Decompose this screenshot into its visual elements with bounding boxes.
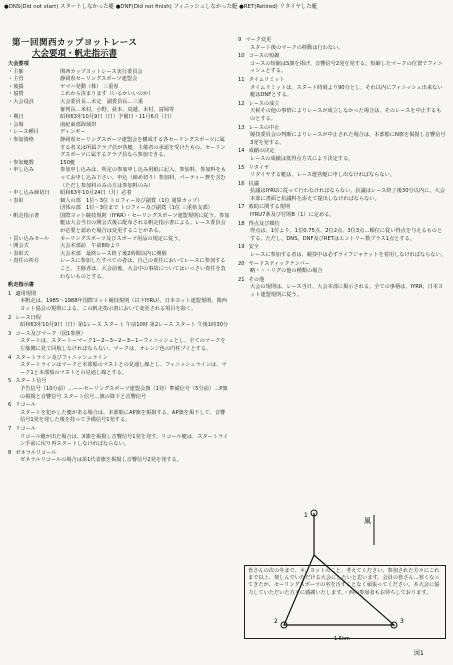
instruction-title: レースの成立 <box>248 100 280 107</box>
instruction-heading <box>238 77 446 85</box>
outline-value: 昭和63年10月9日（日）予備日・11月6日（日） <box>60 114 175 121</box>
instruction-body: 競技委員会の判断によりレースが中止された場合は、本部船にN旗を掲揚し音響信号3発を発する。 <box>250 132 446 146</box>
instruction-body: スタートを犯かした艇がある場合は、本部船にAP旗を掲揚する。AP旗を掲下して、音響信号1発を発した後を持って予備信号1発する。 <box>20 409 226 424</box>
instruction-body: レースに参加する者は、競技中は必ずライフジャケットを着用しなければならない。 <box>250 252 446 259</box>
outline-value: 国際ヨット競技規則（IYRR）・セーリングスポーツ連盟規則に従う。参加艇は大会当日の開会式後に配布される帆走指示書による。レース委員会が必要と認めた場合は変更することがある。 <box>60 212 230 235</box>
instruction-item <box>238 204 446 219</box>
outline-value: 150艇 <box>60 159 76 166</box>
instruction-item <box>238 181 446 204</box>
instruction-title: コースの短縮 <box>248 53 280 60</box>
outline-row <box>8 99 230 107</box>
instruction-number: 1 <box>8 290 12 297</box>
instruction-item <box>238 101 446 124</box>
instruction-item <box>8 331 230 354</box>
abbreviation-legend: ●DNS(Did not start) スタートしなかった艇 ●DNF(Did not finish) フィニッシュしなかった艇 ●RET(Retired) リタイヤした艇 <box>4 4 318 10</box>
instruction-number: 5 <box>8 378 12 385</box>
instruction-title: 抗議 <box>248 180 259 187</box>
outline-label: ・開会式 <box>8 243 29 250</box>
outline-row <box>8 167 230 190</box>
instruction-number: 6 <box>8 402 12 409</box>
outline-row <box>8 190 230 198</box>
instruction-title: 成績の決定 <box>248 148 275 155</box>
instruction-body: ゼネラルリコールの場合は第1代表旗を掲揚し音響信号2発を発する。 <box>20 457 182 464</box>
left-item-list <box>8 291 230 465</box>
instruction-heading <box>8 426 230 434</box>
instruction-number: 2 <box>8 314 12 321</box>
outline-label: ・責任の所在 <box>8 258 40 265</box>
instruction-number: 17 <box>238 204 245 211</box>
outline-value: 大会本部前 午前8時より <box>60 243 121 250</box>
instruction-item <box>238 125 446 148</box>
outline-label: ・参加艇数 <box>8 159 34 166</box>
instruction-item <box>238 261 446 276</box>
instruction-body: 略・・・リグの他の種類の場合 <box>250 268 323 275</box>
document-subtitle: 大会要項・帆走指示書 <box>32 49 118 59</box>
outline-value: 団体の部 1位～3位まで トロフィー及び副賞（1位 三重県支部） <box>60 205 213 212</box>
instruction-number: 19 <box>238 244 245 251</box>
outline-label: ・主催 <box>8 68 24 75</box>
instruction-number: 14 <box>238 148 245 155</box>
outline-value: 静岡県セーリングスポーツ連盟会を構成する各セーリングスポーツに属する者又は所属クラブ員が各艇、主催者の承認を受けたもの。セーリングスポーツに属するクラブ員なら参加できる。 <box>60 136 226 159</box>
instruction-number: 10 <box>238 53 245 60</box>
instruction-item <box>238 277 446 300</box>
outline-row <box>8 213 230 236</box>
outline-label: ・申し込み <box>8 167 34 174</box>
outline-label: ・買い込みセール <box>8 235 50 242</box>
outline-row <box>8 122 230 130</box>
instruction-title: ヤードスティックナンバー <box>248 260 310 267</box>
instruction-body: 大会の規則は、レース当日、大会本部に掲示される。全ての事柄は、IYRR、日本ヨット連盟規則に従う。 <box>250 284 444 298</box>
instruction-item <box>8 378 230 401</box>
instruction-number: 11 <box>238 76 245 83</box>
outline-label: ・参加資格 <box>8 136 34 143</box>
instruction-number: 18 <box>238 220 245 227</box>
outline-row <box>8 91 230 99</box>
mark-2-label: 2 <box>274 618 278 625</box>
outline-row <box>8 137 230 160</box>
outline-row <box>8 258 230 281</box>
instruction-number: 20 <box>238 260 245 267</box>
instruction-title: 安全 <box>248 244 259 251</box>
instruction-item <box>8 291 230 314</box>
figure-label: 図1 <box>414 650 424 657</box>
instruction-number: 9 <box>238 37 242 43</box>
wind-label: 風 <box>364 517 371 525</box>
outline-row <box>8 243 230 251</box>
outline-value: 審判長…米村、小野、荻本、鳥越、本村、富岡等 <box>60 106 175 113</box>
instruction-title: 救助に関する規則 <box>248 204 291 211</box>
instruction-item <box>238 221 446 244</box>
instruction-title: タイムリミット <box>248 76 285 83</box>
outline-row <box>8 114 230 122</box>
instruction-title: その他 <box>248 276 265 283</box>
right-item-list <box>238 37 446 300</box>
instruction-body: リタイヤする艇は、レース運営艇に申し出なければならない。 <box>250 172 395 179</box>
instruction-number: 4 <box>8 354 12 361</box>
instruction-heading <box>238 53 446 61</box>
instruction-item <box>8 355 230 378</box>
outline-value: ディンギー <box>60 129 86 136</box>
outline-row <box>8 129 230 137</box>
outline-row <box>8 76 230 84</box>
instruction-body: スタートラインはマークと本部船のマストとの見通し線とし、フィニッシュラインは、マーク1と本部船のマストとの見通し線とする。 <box>20 362 227 376</box>
document-title: 第一回関西カップヨットレース <box>12 38 138 48</box>
instruction-body: レースの成績は低得点方式により決定する。 <box>250 155 354 162</box>
outline-header: 大会要項 <box>8 61 29 67</box>
instruction-title: 適用規則 <box>15 290 37 297</box>
outline-value: ヤマハ発動（株） 三重県 <box>60 83 119 90</box>
outline-value: セーリングスポーツ及びスポーツ用品の規定に従う。 <box>60 235 184 242</box>
outline-label: ・会場 <box>8 121 24 128</box>
instruction-title: リタイヤ <box>248 164 270 171</box>
instruction-heading <box>238 37 446 45</box>
instruction-body: タイムリミットは、スタート時刻より90分とし、それ以内にフィニッシュ出来ない艇はDNFとする。 <box>250 84 443 99</box>
outline-value: これから決まります（いるかいいのか） <box>60 91 154 98</box>
instruction-body: 得点は、1位より、1位0.75点、2位2点、3位3点…順位に従い得点を与えるものとする。ただし、DNS、DNF及びRETはエントリー数プラス1点とする。 <box>250 228 443 242</box>
outline-label: ・表彰 <box>8 197 24 204</box>
instruction-item <box>8 315 230 330</box>
instruction-title: スタート信号 <box>15 378 47 385</box>
instruction-number: 7 <box>8 425 12 432</box>
instruction-title: ゼネラルリコール <box>15 449 57 456</box>
instruction-body: スタートは、スタートーマーク1ー2ー3ー2ー3ー1ーフィニッシュとし、全てのマークを左舷側に見て回航しなければならない。マークは、オレンジ色の円柱ブイとする。 <box>20 338 226 352</box>
outline-label <box>8 205 60 213</box>
outline-value: 昭和63年10月24日（月）必着 <box>60 190 132 197</box>
outline-value: 個人の部 1位～3位 トロフィー及び副賞（1位 通算カップ） <box>60 197 203 204</box>
instruction-item <box>238 77 446 100</box>
left-column <box>8 38 230 465</box>
instruction-number: 15 <box>238 164 245 171</box>
instruction-body: コースの短縮はS旗を掲げ、音響信号2発を発する。短縮したマークの位置でフィニッシュとする。 <box>250 60 443 75</box>
outline-label: ・期日 <box>8 114 24 121</box>
instruction-title: コース及びマーク（図1参照） <box>15 330 86 337</box>
instruction-number: 3 <box>8 330 12 337</box>
instruction-title: レース日程 <box>15 314 41 321</box>
instruction-item <box>238 165 446 180</box>
outline-row <box>8 205 230 213</box>
outline-value: 参加申し込みは、所定の参加申し込み用紙に記入、参加料、参加料をもってお申し込み下さい。申込（締め切り）参加料、パーティー費を含む（ただし参加料のみの方は参加料のみ） <box>60 167 227 189</box>
mark-1-label: 1 <box>304 512 308 519</box>
instruction-item <box>238 37 446 52</box>
instruction-number: 21 <box>238 276 245 283</box>
instruction-body: 昭和63年10月9日（日）第1レース スタート 午前10時 第2レース スタート 午後1時30分 <box>20 322 229 329</box>
sailing-instructions-header: 帆走指示書 <box>8 282 34 289</box>
note-box: 皆さんの次の冬まで、ネ、ヨットのこと、考えてください。参加された方々にこれまで以上、楽しんでいただける大会にしたいと思います。会員の皆さん…寒くなってきたが、セーリングスポーツの名を汚すことなく頑張ってください。本大会に協力していただいた方々に感謝いたします。・西の参加者もお待ちしております。 <box>244 565 446 639</box>
instruction-number: 16 <box>238 180 245 187</box>
outline-value: 大会委員長…未定 副委員長…三重 <box>60 98 144 105</box>
instruction-title: リコール <box>15 425 36 432</box>
outline-label: ・帆走指示書 <box>8 212 40 219</box>
instruction-title: マーク変更 <box>245 37 272 43</box>
instruction-body: リコール艇が出た場合は、X旗を掲揚し音響信号1発を発す。リコール艇は、スタートライン手前に戻り再スタートしなければならない。 <box>20 433 229 448</box>
outline-value: 大会本部 最終レース終了後2時間以内に開催 <box>60 250 167 257</box>
outline-label: ・表彰式 <box>8 250 29 257</box>
instruction-body: スタート後のマークの移動は行わない。 <box>250 44 344 51</box>
instruction-item <box>238 148 446 163</box>
outline-label: ・申し込み締切日 <box>8 190 50 197</box>
outline-value: 関西カップヨットレース実行委員会 <box>60 68 143 75</box>
instruction-number: 12 <box>238 100 245 107</box>
instruction-number: 8 <box>8 449 12 456</box>
instruction-item <box>238 53 446 76</box>
instruction-title: スタートライン及びフィニッシュライン <box>15 354 108 361</box>
outline-label: ・後援 <box>8 83 24 90</box>
instruction-title: レースの中止 <box>248 124 280 131</box>
outline-table <box>8 69 230 282</box>
instruction-item <box>8 426 230 449</box>
instruction-heading <box>238 165 446 173</box>
instruction-body: IYRU7条及び付則B（1）に定める。 <box>250 212 335 219</box>
outline-label: ・主管 <box>8 76 24 83</box>
instruction-heading <box>238 125 446 133</box>
outline-label: ・大会役員 <box>8 98 34 105</box>
outline-label: ・レース種目 <box>8 129 39 136</box>
instruction-item <box>8 402 230 425</box>
instruction-heading <box>8 402 230 410</box>
mark-3-label: 3 <box>400 618 404 625</box>
outline-value: 南紀東部海域帯 <box>60 121 97 128</box>
instruction-number: 13 <box>238 124 245 131</box>
instruction-heading <box>238 204 446 212</box>
instruction-body: 抗議はIYRUに従って行わなければならない。抗議はレース終了後30分以内に、大会本部に書面と抗議料を添えて提出しなければならない。 <box>250 188 445 202</box>
instruction-title: 得点及び順位 <box>248 220 280 227</box>
instruction-body: 予告信号（10分前）…ーーセーリングスポーツ連盟会旗（1発）準備信号（5分前）…P旗の掲揚と音響信号 スタート信号…旗の降下と音響信号 <box>20 385 228 400</box>
instruction-title: リコール <box>15 402 36 409</box>
instruction-heading <box>238 148 446 156</box>
instruction-heading <box>8 378 230 386</box>
instruction-item <box>238 244 446 259</box>
instruction-heading <box>238 244 446 252</box>
outline-label: ・協賛 <box>8 91 24 98</box>
distance-label: 1.5km <box>334 636 350 642</box>
outline-value: レースに参加したすべての者は、自己の責任においてレースに参加すること。主催者は、大会前後、大会中の事故についてはいっさい責任を負わないものとする。 <box>60 258 226 280</box>
instruction-body: 天候その他の事情によりレースが成立しなかった場合は、そのレースを中止するものとする。 <box>250 108 442 122</box>
instruction-item <box>8 450 230 465</box>
outline-value: 静岡県セーリングスポーツ連盟会 <box>60 76 138 83</box>
right-column <box>238 36 446 300</box>
instruction-body: 本帆走は、1985～1988年国際ヨット競技規則（以下IYRU）、日本ヨット連盟規則、関西ヨット協会の規則による。この帆走指示書において変更される項目を除く。 <box>20 298 227 312</box>
